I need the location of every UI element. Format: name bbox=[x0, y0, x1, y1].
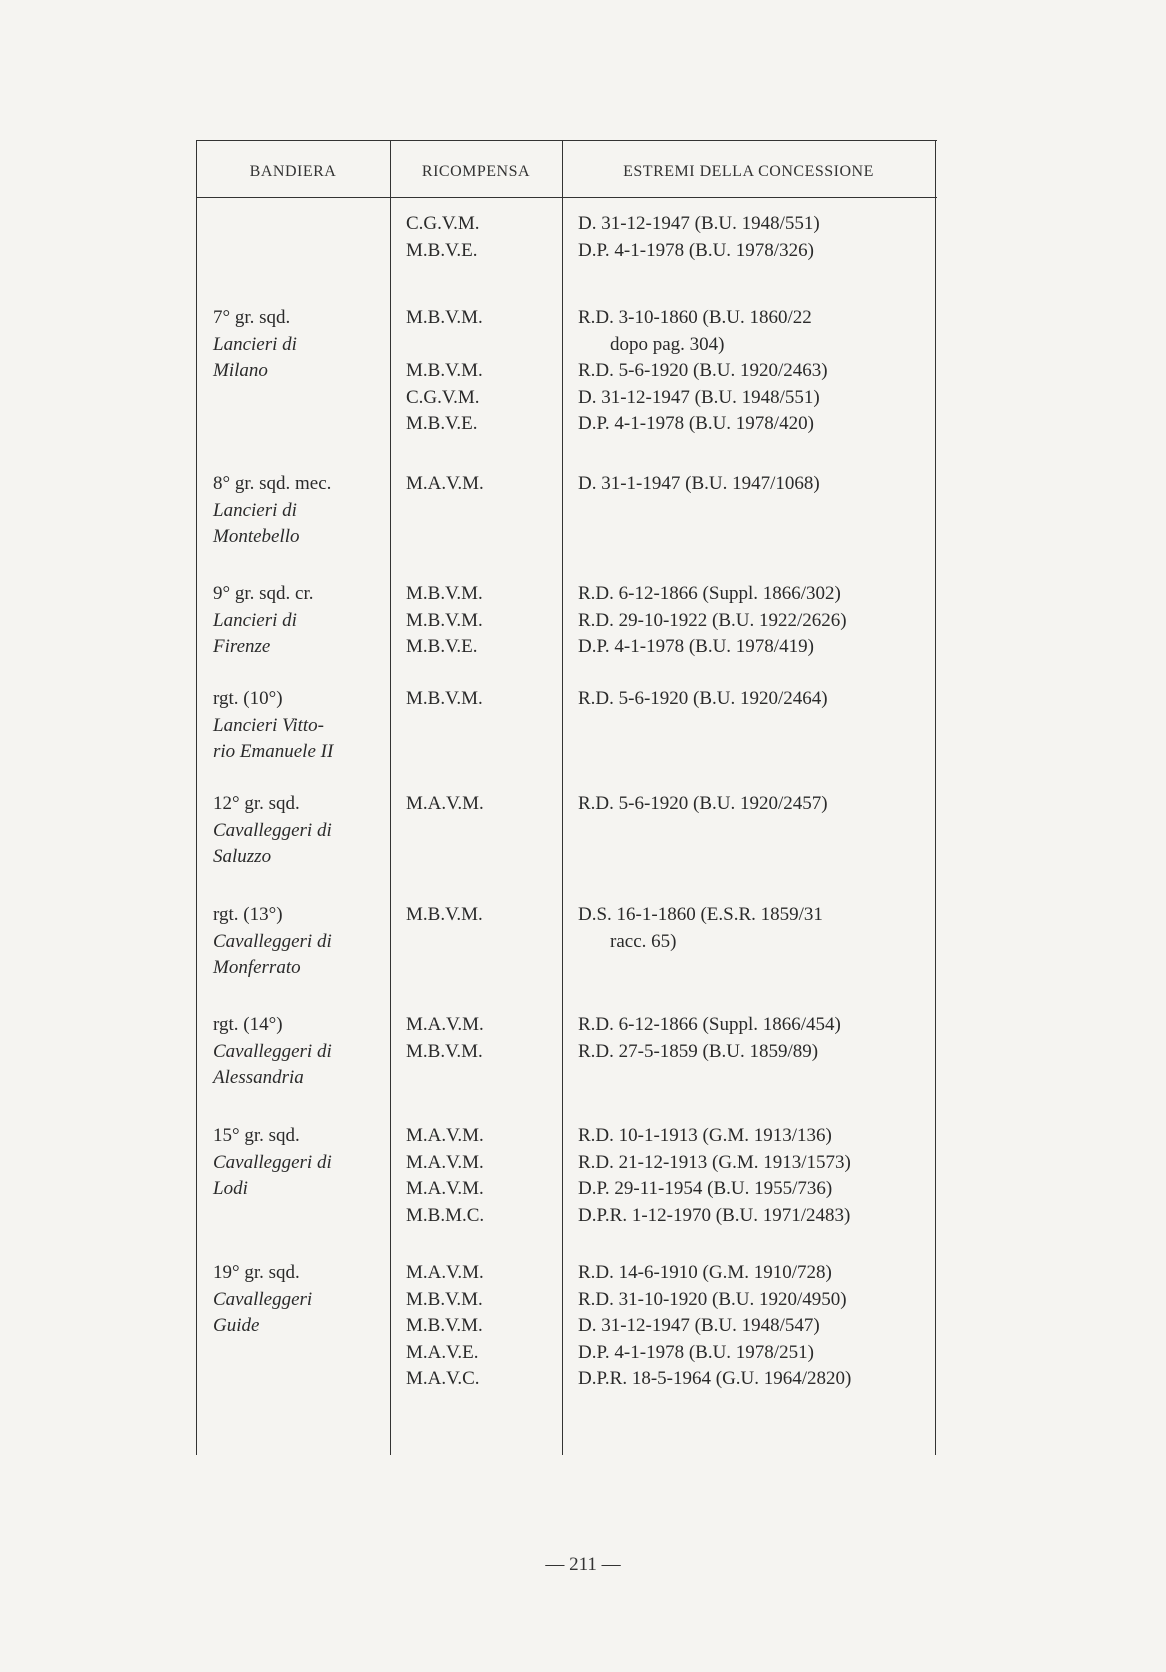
unit-name: Lodi bbox=[213, 1178, 248, 1199]
estremi-cell bbox=[578, 686, 933, 713]
unit-name: Monferrato bbox=[213, 957, 301, 978]
unit-name: Alessandria bbox=[213, 1067, 304, 1088]
table-border-left bbox=[196, 141, 197, 1455]
unit-name: Lancieri Vitto- bbox=[213, 714, 324, 736]
ricompensa-line: M.A.V.M. bbox=[406, 1262, 484, 1283]
ricompensa-line: M.B.V.M. bbox=[406, 688, 483, 709]
table-border-right bbox=[935, 141, 936, 1455]
header-estremi: ESTREMI DELLA CONCESSIONE bbox=[623, 163, 874, 180]
ricompensa-line: M.B.V.M. bbox=[406, 1288, 483, 1310]
estremi-cell bbox=[578, 791, 933, 818]
estremi-line: D.P. 4-1-1978 (B.U. 1978/419) bbox=[578, 636, 814, 657]
estremi-line: D. 31-12-1947 (B.U. 1948/547) bbox=[578, 1315, 820, 1336]
bandiera-cell bbox=[213, 1012, 390, 1092]
ricompensa-line: M.B.V.M. bbox=[406, 360, 483, 381]
bandiera-cell bbox=[213, 791, 390, 871]
ricompensa-cell bbox=[406, 471, 556, 498]
estremi-line: R.D. 5-6-1920 (B.U. 1920/2463) bbox=[578, 360, 828, 381]
ricompensa-line bbox=[406, 332, 556, 359]
estremi-line: R.D. 31-10-1920 (B.U. 1920/4950) bbox=[578, 1288, 847, 1310]
ricompensa-cell bbox=[406, 581, 556, 661]
unit-name: Cavalleggeri di bbox=[213, 819, 332, 841]
decorations-table bbox=[196, 140, 937, 1455]
ricompensa-line: M.A.V.M. bbox=[406, 1125, 484, 1146]
estremi-line: D.P. 29-11-1954 (B.U. 1955/736) bbox=[578, 1178, 833, 1199]
unit-name: Montebello bbox=[213, 526, 300, 547]
estremi-cell bbox=[578, 211, 933, 264]
unit-designation: rgt. (13°) bbox=[213, 904, 283, 925]
estremi-cell bbox=[578, 1123, 933, 1229]
bandiera-cell bbox=[213, 581, 390, 661]
estremi-cell bbox=[578, 471, 933, 498]
page-number: — 211 — bbox=[545, 1554, 621, 1575]
ricompensa-cell bbox=[406, 305, 556, 438]
ricompensa-line: M.A.V.E. bbox=[406, 1341, 479, 1363]
unit-name: Cavalleggeri bbox=[213, 1288, 313, 1310]
table-header bbox=[196, 141, 937, 198]
unit-name: Saluzzo bbox=[213, 846, 272, 867]
ricompensa-line: M.B.V.M. bbox=[406, 904, 483, 925]
estremi-line: R.D. 5-6-1920 (B.U. 1920/2457) bbox=[578, 793, 828, 814]
ricompensa-line: M.A.V.M. bbox=[406, 473, 484, 494]
ricompensa-line: M.A.V.M. bbox=[406, 1178, 484, 1199]
ricompensa-cell bbox=[406, 1012, 556, 1065]
unit-designation: 9° gr. sqd. cr. bbox=[213, 583, 314, 604]
header-ricompensa: RICOMPENSA bbox=[421, 163, 531, 180]
ricompensa-line: M.B.V.E. bbox=[406, 636, 478, 657]
bandiera-cell bbox=[213, 686, 390, 766]
bandiera-cell bbox=[213, 305, 390, 385]
ricompensa-line: M.B.V.M. bbox=[406, 609, 483, 631]
ricompensa-line: M.A.V.M. bbox=[406, 1151, 484, 1173]
unit-name: Lancieri di bbox=[213, 333, 297, 355]
ricompensa-line: M.B.V.M. bbox=[406, 307, 483, 328]
ricompensa-line: M.B.V.E. bbox=[406, 413, 478, 434]
estremi-cell bbox=[578, 902, 933, 955]
ricompensa-line: M.A.V.C. bbox=[406, 1368, 480, 1389]
estremi-cell bbox=[578, 1012, 933, 1065]
estremi-line: D. 31-1-1947 (B.U. 1947/1068) bbox=[578, 473, 820, 494]
estremi-line: R.D. 3-10-1860 (B.U. 1860/22 bbox=[578, 307, 812, 328]
estremi-line: D. 31-12-1947 (B.U. 1948/551) bbox=[578, 213, 820, 234]
unit-name: Cavalleggeri di bbox=[213, 930, 332, 952]
bandiera-cell bbox=[213, 1123, 390, 1203]
estremi-line: D.P.R. 18-5-1964 (G.U. 1964/2820) bbox=[578, 1368, 852, 1389]
ricompensa-cell bbox=[406, 686, 556, 713]
ricompensa-line: M.A.V.M. bbox=[406, 793, 484, 814]
estremi-line: R.D. 14-6-1910 (G.M. 1910/728) bbox=[578, 1262, 832, 1283]
estremi-line: D.S. 16-1-1860 (E.S.R. 1859/31 bbox=[578, 904, 823, 925]
unit-name: Milano bbox=[213, 360, 268, 381]
estremi-line: D.P. 4-1-1978 (B.U. 1978/326) bbox=[578, 239, 814, 261]
estremi-line: racc. 65) bbox=[610, 930, 677, 952]
ricompensa-line: M.B.V.M. bbox=[406, 1315, 483, 1336]
estremi-cell bbox=[578, 581, 933, 661]
ricompensa-line: M.B.V.E. bbox=[406, 239, 478, 261]
unit-designation: rgt. (14°) bbox=[213, 1014, 283, 1035]
estremi-line: R.D. 6-12-1866 (Suppl. 1866/302) bbox=[578, 583, 841, 604]
unit-name: Firenze bbox=[213, 636, 271, 657]
bandiera-cell bbox=[213, 902, 390, 982]
estremi-line: R.D. 10-1-1913 (G.M. 1913/136) bbox=[578, 1125, 832, 1146]
estremi-line: R.D. 29-10-1922 (B.U. 1922/2626) bbox=[578, 609, 847, 631]
ricompensa-cell bbox=[406, 1260, 556, 1393]
ricompensa-line: C.G.V.M. bbox=[406, 213, 480, 234]
ricompensa-line: M.A.V.M. bbox=[406, 1014, 484, 1035]
unit-name: Cavalleggeri di bbox=[213, 1040, 332, 1062]
ricompensa-cell bbox=[406, 1123, 556, 1229]
estremi-line: R.D. 21-12-1913 (G.M. 1913/1573) bbox=[578, 1151, 851, 1173]
estremi-line: R.D. 6-12-1866 (Suppl. 1866/454) bbox=[578, 1014, 841, 1035]
estremi-line: D.P. 4-1-1978 (B.U. 1978/420) bbox=[578, 413, 814, 434]
ricompensa-cell bbox=[406, 211, 556, 264]
unit-designation: 8° gr. sqd. mec. bbox=[213, 473, 332, 494]
ricompensa-line: M.B.V.M. bbox=[406, 583, 483, 604]
column-divider-2 bbox=[562, 141, 563, 1455]
estremi-line: R.D. 5-6-1920 (B.U. 1920/2464) bbox=[578, 688, 828, 709]
estremi-cell bbox=[578, 1260, 933, 1393]
estremi-line: D.P. 4-1-1978 (B.U. 1978/251) bbox=[578, 1341, 814, 1363]
estremi-line: D.P.R. 1-12-1970 (B.U. 1971/2483) bbox=[578, 1204, 851, 1226]
column-divider-1 bbox=[390, 141, 391, 1455]
estremi-line: dopo pag. 304) bbox=[610, 333, 725, 355]
estremi-line: D. 31-12-1947 (B.U. 1948/551) bbox=[578, 386, 820, 408]
unit-designation: 7° gr. sqd. bbox=[213, 307, 291, 328]
ricompensa-line: C.G.V.M. bbox=[406, 386, 480, 408]
bandiera-cell bbox=[213, 1260, 390, 1340]
bandiera-cell bbox=[213, 471, 390, 551]
unit-name: rio Emanuele II bbox=[213, 741, 334, 762]
ricompensa-line: M.B.V.M. bbox=[406, 1040, 483, 1062]
unit-designation: 15° gr. sqd. bbox=[213, 1125, 300, 1146]
unit-name: Lancieri di bbox=[213, 499, 297, 521]
header-bandiera: BANDIERA bbox=[249, 163, 337, 180]
unit-name: Guide bbox=[213, 1315, 260, 1336]
unit-designation: 19° gr. sqd. bbox=[213, 1262, 300, 1283]
unit-name: Cavalleggeri di bbox=[213, 1151, 332, 1173]
unit-designation: rgt. (10°) bbox=[213, 688, 283, 709]
unit-designation: 12° gr. sqd. bbox=[213, 793, 300, 814]
ricompensa-cell bbox=[406, 791, 556, 818]
ricompensa-cell bbox=[406, 902, 556, 929]
unit-name: Lancieri di bbox=[213, 609, 297, 631]
estremi-cell bbox=[578, 305, 933, 438]
estremi-line: R.D. 27-5-1859 (B.U. 1859/89) bbox=[578, 1040, 819, 1062]
ricompensa-line: M.B.M.C. bbox=[406, 1204, 485, 1226]
